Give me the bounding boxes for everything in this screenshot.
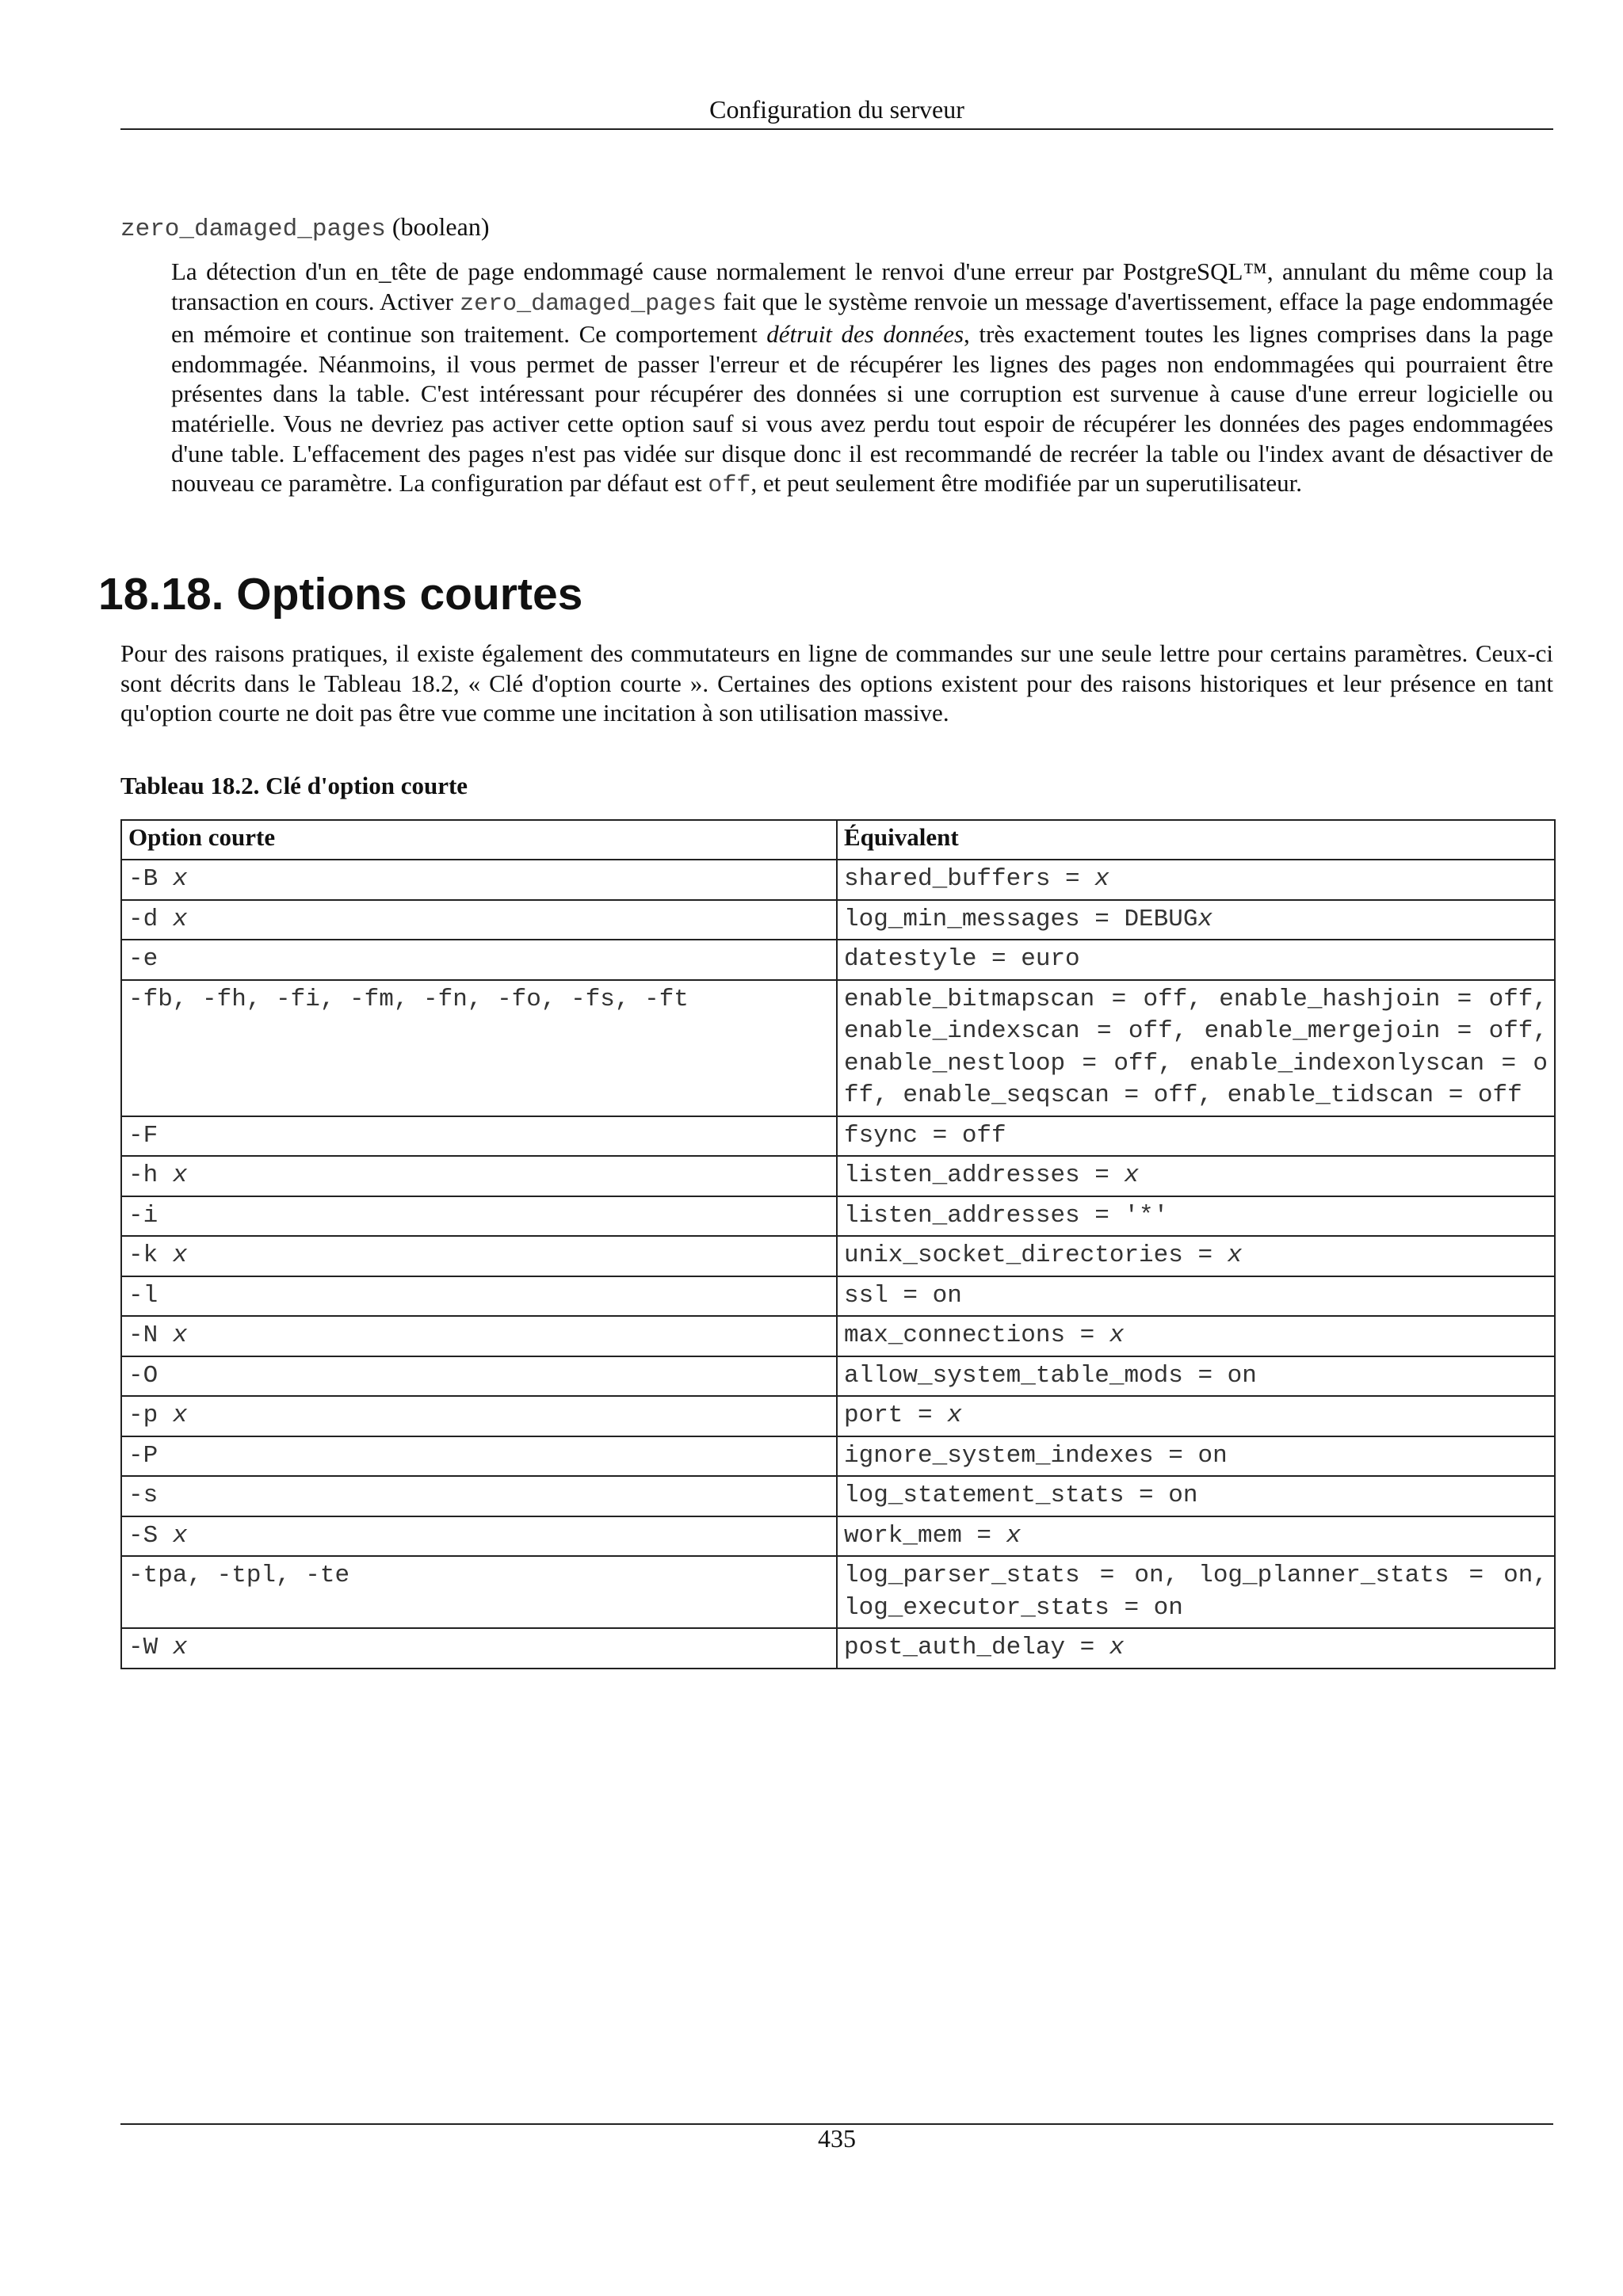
option-cell-code: -F — [128, 1121, 158, 1150]
option-cell — [121, 980, 837, 1116]
description-text: , et peut seulement être modifiée par un superutilisateur. — [750, 469, 1302, 498]
table-row — [121, 1476, 1555, 1516]
inline-code: off — [708, 472, 751, 500]
option-cell — [121, 1396, 837, 1436]
table-caption: Tableau 18.2. Clé d'option courte — [120, 772, 468, 799]
option-cell — [121, 1556, 837, 1628]
equivalent-cell-code: work_mem = — [844, 1521, 1006, 1550]
option-cell-placeholder: x — [172, 865, 188, 893]
short-options-table — [120, 819, 1556, 1669]
option-cell — [121, 1356, 837, 1397]
option-cell — [121, 1516, 837, 1557]
description-text: , très exactement toutes les lignes comprises dans la page endommagée. Néanmoins, il vous permet de passer l'erreur et de récupérer les lignes des pages non endommagées qui pourraient être présentes dans la table. C'est intéressant pour récupérer des données si une corruption est survenue à cause d'une erreur logicielle ou matérielle. Vous ne devriez pas activer cette option sauf si vous avez perdu tout espoir de récupérer les données des pages endommagées d'une table. L'effacement des pages n'est pas vidée sur disque donc il est recommandé de recréer la table ou l'index avant de désactiver de nouveau ce paramètre. La configuration par défaut est — [171, 320, 1553, 498]
table-row — [121, 1316, 1555, 1356]
option-cell-code: -h — [128, 1161, 173, 1189]
option-cell-code: -N — [128, 1322, 173, 1349]
option-cell-code: -fb, -fh, -fi, -fm, -fn, -fo, -fs, -ft — [128, 985, 689, 1013]
option-cell — [121, 1116, 837, 1157]
equivalent-cell-code: listen_addresses = '*' — [844, 1201, 1169, 1230]
equivalent-cell-placeholder: x — [1006, 1521, 1022, 1550]
option-cell — [121, 940, 837, 980]
parameter-type: (boolean) — [391, 212, 490, 241]
equivalent-cell-code: ignore_system_indexes = on — [844, 1441, 1228, 1470]
option-cell — [121, 900, 837, 940]
column-header-equivalent: Équivalent — [837, 820, 1555, 860]
parameter-term — [120, 211, 489, 246]
page-number: 435 — [818, 2124, 856, 2153]
table-row — [121, 900, 1555, 940]
table-row — [121, 1628, 1555, 1669]
table-row — [121, 1236, 1555, 1276]
table-row — [121, 1556, 1555, 1628]
equivalent-cell-code: log_min_messages = DEBUG — [844, 905, 1198, 933]
equivalent-cell — [837, 1156, 1555, 1196]
equivalent-cell-code: unix_socket_directories = — [844, 1241, 1228, 1269]
table-row — [121, 1276, 1555, 1317]
option-cell-placeholder: x — [172, 1634, 188, 1661]
option-cell-code: -S — [128, 1521, 173, 1550]
equivalent-cell-code: datestyle = euro — [844, 945, 1080, 973]
table-row — [121, 1116, 1555, 1157]
option-cell-code: -i — [128, 1201, 158, 1230]
equivalent-cell-code: port = — [844, 1402, 948, 1429]
table-row — [121, 1436, 1555, 1477]
equivalent-cell — [837, 1196, 1555, 1237]
option-cell — [121, 1316, 837, 1356]
equivalent-cell — [837, 1116, 1555, 1157]
equivalent-cell-placeholder: x — [1109, 1634, 1125, 1661]
equivalent-cell-code: allow_system_table_mods = on — [844, 1361, 1257, 1390]
equivalent-cell — [837, 1436, 1555, 1477]
option-cell — [121, 1156, 837, 1196]
equivalent-cell-code: listen_addresses = — [844, 1161, 1125, 1189]
option-cell-placeholder: x — [172, 1322, 188, 1349]
option-cell-code: -e — [128, 945, 158, 973]
equivalent-cell — [837, 1628, 1555, 1669]
section-heading: 18.18. Options courtes — [98, 569, 583, 620]
equivalent-cell-code: log_statement_stats = on — [844, 1482, 1198, 1509]
equivalent-cell-code: post_auth_delay = — [844, 1634, 1109, 1661]
option-cell-placeholder: x — [172, 1241, 188, 1269]
header-rule — [120, 128, 1553, 130]
equivalent-cell — [837, 1516, 1555, 1557]
table-row — [121, 980, 1555, 1116]
option-cell-code: -d — [128, 905, 173, 933]
equivalent-cell — [837, 900, 1555, 940]
table-row — [121, 860, 1555, 900]
equivalent-cell-placeholder: x — [1094, 865, 1109, 893]
equivalent-cell-code: shared_buffers = — [844, 865, 1095, 893]
equivalent-cell-placeholder: x — [947, 1402, 962, 1429]
option-cell-placeholder: x — [172, 1161, 188, 1189]
equivalent-cell-placeholder: x — [1124, 1161, 1140, 1189]
option-cell — [121, 1196, 837, 1237]
equivalent-cell-code: ssl = on — [844, 1281, 962, 1310]
equivalent-cell-code: max_connections = — [844, 1322, 1109, 1349]
equivalent-cell — [837, 1556, 1555, 1628]
table-row — [121, 1196, 1555, 1237]
option-cell-placeholder: x — [172, 905, 188, 933]
running-header: Configuration du serveur — [709, 95, 964, 124]
option-cell-placeholder: x — [172, 1402, 188, 1429]
table-row — [121, 1396, 1555, 1436]
option-cell — [121, 1276, 837, 1317]
equivalent-cell-placeholder: x — [1109, 1322, 1125, 1349]
table-row — [121, 1516, 1555, 1557]
equivalent-cell — [837, 1236, 1555, 1276]
table-header-row — [121, 820, 1555, 860]
equivalent-cell — [837, 1316, 1555, 1356]
parameter-name: zero_damaged_pages — [120, 215, 386, 243]
option-cell — [121, 1236, 837, 1276]
equivalent-cell — [837, 1356, 1555, 1397]
option-cell-code: -W — [128, 1634, 173, 1661]
option-cell-code: -tpa, -tpl, -te — [128, 1562, 350, 1589]
option-cell — [121, 1476, 837, 1516]
option-cell-code: -l — [128, 1281, 158, 1310]
equivalent-cell — [837, 860, 1555, 900]
equivalent-cell — [837, 1396, 1555, 1436]
equivalent-cell-placeholder: x — [1227, 1241, 1243, 1269]
option-cell — [121, 860, 837, 900]
description-text: La détection d'un en_tête de page endommagé cause normalement le renvoi d'une erreur par PostgreSQL™, annulant du même coup la transaction en cours. Activer — [171, 257, 1553, 315]
description-text: fait que le système renvoie un message d'avertissement, efface la page endommagée en mémoire et continue son traitement. Ce comportement — [171, 287, 1553, 349]
equivalent-cell — [837, 980, 1555, 1116]
equivalent-cell — [837, 1476, 1555, 1516]
equivalent-cell — [837, 940, 1555, 980]
option-cell — [121, 1436, 837, 1477]
option-cell — [121, 1628, 837, 1669]
option-cell-code: -O — [128, 1361, 158, 1390]
table-body — [121, 860, 1555, 1669]
option-cell-code: -k — [128, 1241, 173, 1269]
option-cell-code: -s — [128, 1482, 158, 1509]
equivalent-cell-code: fsync = off — [844, 1121, 1006, 1150]
table-row — [121, 1156, 1555, 1196]
equivalent-cell-code: enable_bitmapscan = off, enable_hashjoin = off, enable_indexscan = off, enable_mergejoin = off, enable_nestloop = off, enable_indexonlyscan = off, enable_seqscan = off, enable_tidscan = off — [844, 985, 1548, 1109]
equivalent-cell — [837, 1276, 1555, 1317]
section-intro: Pour des raisons pratiques, il existe également des commutateurs en ligne de commandes sur une seule lettre pour certains paramètres. Ceux-ci sont décrits dans le Tableau 18.2, « Clé d'option courte ». Certaines des options existent pour des raisons historiques et leur présence en tant qu'option courte ne doit pas être vue comme une incitation à son utilisation massive. — [120, 639, 1553, 727]
table-row — [121, 1356, 1555, 1397]
inline-code: zero_damaged_pages — [460, 290, 717, 318]
emphasis-text: détruit des données — [766, 320, 964, 349]
equivalent-cell-placeholder: x — [1197, 905, 1213, 933]
option-cell-code: -P — [128, 1441, 158, 1470]
option-cell-code: -B — [128, 865, 173, 893]
parameter-description — [171, 257, 1553, 502]
table-row — [121, 940, 1555, 980]
column-header-option: Option courte — [121, 820, 837, 860]
equivalent-cell-code: log_parser_stats = on, log_planner_stats = on, log_executor_stats = on — [844, 1562, 1548, 1622]
option-cell-code: -p — [128, 1402, 173, 1429]
option-cell-placeholder: x — [172, 1521, 188, 1550]
